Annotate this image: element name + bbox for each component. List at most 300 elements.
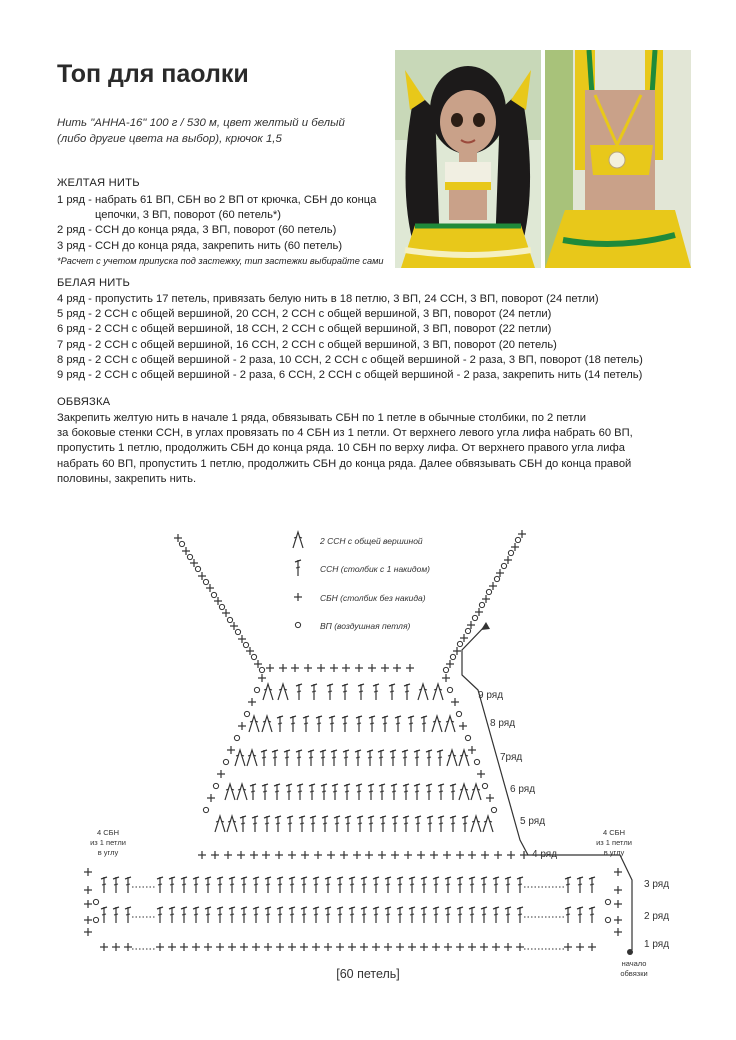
strap-stitch [479,602,484,607]
chain-symbol-icon [295,622,300,627]
stitch [397,877,403,893]
svg-text:из 1 петли: из 1 петли [596,838,632,847]
instruction-line: 9 ряд - 2 ССН с общей вершиной - 2 раза, 6 ССН, 2 ССН с общей вершиной - 2 раза, закрепить нить (14 петель) [57,369,643,382]
stitch [253,907,259,923]
stitch [492,943,500,951]
stitch [406,664,414,672]
stitch [421,716,427,732]
stitch [192,943,200,951]
strap-stitch [211,592,216,597]
row-label: 8 ряд [490,718,516,729]
edge-stitch [486,794,494,802]
stitch [253,877,259,893]
stitch [275,851,283,859]
edge-chain [93,899,98,904]
edge-stitch [474,759,479,764]
yellow-instructions [57,193,383,269]
stitch [227,816,237,832]
stitch [249,716,259,732]
stitch [397,907,403,923]
instruction-line: 6 ряд - 2 ССН с общей вершиной, 18 ССН, 2 ССН с общей вершиной, 3 ВП, поворот (22 петли) [57,323,552,336]
strap-stitch [504,556,512,564]
stitch [360,943,368,951]
page-title: Топ для паолки [57,60,249,88]
strap-stitch [465,628,470,633]
stitch [301,851,309,859]
row-label: 2 ряд [644,911,670,922]
stitch [408,943,416,951]
stitch [505,907,511,923]
instruction-line: 8 ряд - 2 ССН с общей вершиной - 2 раза, 10 ССН, 2 ССН с общей вершиной - 2 раза, 3 ВП, поворот (18 петель) [57,353,643,366]
stitch [311,684,317,700]
stitch [261,750,267,766]
stitch [300,943,308,951]
stitch [588,943,596,951]
edge-stitch [217,770,225,778]
stitch [125,907,131,923]
strap-stitch [219,604,224,609]
stitch [237,851,245,859]
stitch [303,716,309,732]
stitch [342,664,350,672]
stitch [414,750,420,766]
stitch [445,716,455,732]
stitch [252,816,258,832]
stitch [217,877,223,893]
svg-text:в углу: в углу [603,848,625,857]
stitch [215,816,225,832]
stitch [157,907,163,923]
edge-stitch [84,868,92,876]
stitch [264,816,270,832]
stitch [421,877,427,893]
stitch [426,784,432,800]
strap-stitch [501,563,506,568]
stitch [357,816,363,832]
stitch [112,943,120,951]
stitch [266,664,274,672]
stitch [356,716,362,732]
yarn-line: (либо другие цвета на выбор), крючок 1,5 [57,133,282,145]
stitch [349,877,355,893]
stitch [390,750,396,766]
stitch [217,907,223,923]
stitch [507,851,515,859]
stitch [265,877,271,893]
stitch [385,907,391,923]
stitch [289,877,295,893]
row-label: 6 ряд [510,784,536,795]
stitch [240,943,248,951]
stitch [313,907,319,923]
stitch [156,943,164,951]
stitch [443,851,451,859]
stitch [369,716,375,732]
instruction-line: 3 ряд - ССН до конца ряда, закрепить нить (60 петель) [57,239,343,252]
edge-stitch [203,807,208,812]
stitch [312,943,320,951]
strap-stitch [494,576,499,581]
start-dot [627,949,633,955]
strap-stitch [259,667,264,672]
stitch [505,877,511,893]
strap-stitch [203,579,208,584]
stitch [433,907,439,923]
stitch [457,907,463,923]
strap-stitch [222,609,230,617]
instruction-line: 4 ряд - пропустить 17 петель, привязать белую нить в 18 петлю, 3 ВП, 24 ССН, 3 ВП, поворот (24 петли) [57,293,599,305]
edge-stitch [451,698,459,706]
edge-stitch [227,746,235,754]
corner-note-right [596,828,632,857]
stitch [404,684,410,700]
svg-text:начало: начало [621,959,647,968]
row-label: 3 ряд [644,879,670,890]
strap-stitch [446,660,454,668]
stitch [225,784,235,800]
stitch [402,750,408,766]
stitch [262,851,270,859]
stitch [462,816,468,832]
stitch [289,907,295,923]
stitch [391,784,397,800]
instruction-line: Закрепить желтую нить в начале 1 ряда, обвязывать СБН по 1 петле в обычные столбики, по 2 петли [57,412,586,424]
edge-stitch [254,687,259,692]
stitch [327,684,333,700]
stitch [368,664,376,672]
edge-stitch [614,916,622,924]
section-heading-edging: ОБВЯЗКА [57,396,111,408]
stitch [372,943,380,951]
stitch [169,877,175,893]
strap-stitch [450,654,455,659]
stitch [101,877,107,893]
row-label: 4 ряд [532,849,558,860]
stitch [445,877,451,893]
stitch [367,750,373,766]
stitch [380,816,386,832]
edge-chain [93,917,98,922]
instruction-line: половины, закрепить нить. [57,472,197,485]
stitch [288,851,296,859]
edge-stitch [442,674,450,682]
stitch [325,877,331,893]
stitch [373,877,379,893]
stitch [404,851,412,859]
stitch [299,816,305,832]
stitch [373,684,379,700]
doll-photo-back [545,50,691,268]
stitch [421,907,427,923]
stitch [353,851,361,859]
doll-photo-front [395,50,541,268]
stitch [517,877,523,893]
stitch [327,851,335,859]
white-instructions [57,292,643,383]
stitch [493,907,499,923]
stitch [565,877,571,893]
stitch [297,784,303,800]
stitch [252,943,260,951]
stitch [204,943,212,951]
stitch [348,943,356,951]
stitch [274,784,280,800]
stitch [432,716,442,732]
stitch [240,816,246,832]
stitch [340,851,348,859]
stitch [403,816,409,832]
svg-text:в углу: в углу [97,848,119,857]
stitch [276,943,284,951]
instruction-line: 5 ряд - 2 ССН с общей вершиной, 20 ССН, 2 ССН с общей вершиной, 3 ВП, поворот (24 петли) [57,308,552,321]
stitch [378,750,384,766]
edge-stitch [84,928,92,936]
edge-stitch [491,807,496,812]
stitch [301,877,307,893]
strap-stitch [190,559,198,567]
stitch [216,943,224,951]
dc-symbol-icon [295,560,301,576]
instruction-line: цепочки, 3 ВП, поворот (60 петель*) [95,209,281,222]
stitch [481,907,487,923]
stitch [320,750,326,766]
stitch [265,907,271,923]
stitch [180,943,188,951]
stitch [447,750,457,766]
strap-stitch [475,608,483,616]
stitch [450,816,456,832]
stitch [329,716,335,732]
stitch [358,684,364,700]
edge-stitch [614,900,622,908]
stitch [414,784,420,800]
start-note [620,959,647,978]
strap-stitch [235,629,240,634]
strap-stitch [460,634,468,642]
strap-stitch [187,554,192,559]
stitch [317,664,325,672]
stitch [288,943,296,951]
strap-stitch [486,589,491,594]
stitch [432,943,440,951]
strap-stitch [198,572,206,580]
stitch [247,750,257,766]
stitch [250,851,258,859]
stitch [278,684,288,700]
stitch [468,851,476,859]
stitch [577,907,583,923]
stitch [272,750,278,766]
stitch [396,943,404,951]
stitch [330,664,338,672]
stitch [235,750,245,766]
stitch [345,816,351,832]
stitch [576,943,584,951]
stitch [382,716,388,732]
stitch [392,816,398,832]
svg-text:4 СБН: 4 СБН [602,828,626,837]
row-label: 1 ряд [644,939,670,950]
section-heading-white: БЕЛАЯ НИТЬ [57,277,131,289]
stitch [368,784,374,800]
stitch [438,816,444,832]
stitch [493,877,499,893]
stitch [385,877,391,893]
stitch [459,784,469,800]
strap-stitch [246,647,254,655]
stitch [205,907,211,923]
stitch [450,784,456,800]
strap-stitch [472,615,477,620]
strap-stitch [243,642,248,647]
stitch [427,816,433,832]
arrow-head [481,622,490,630]
edge-stitch [213,783,218,788]
instruction-line: набрать 60 ВП, пропустить 1 петлю, продолжить СБН до конца ряда. Далее обвязывать СБН до конца правой [57,457,632,470]
stitch [355,750,361,766]
stitch-count-label: [60 петель] [336,967,400,981]
stitch [337,907,343,923]
stitch [368,816,374,832]
stitch [433,877,439,893]
stitch [589,877,595,893]
stitch [241,877,247,893]
row-labels [478,690,669,950]
stitch [471,784,481,800]
stitch [310,816,316,832]
stitch [275,816,281,832]
edge-chain [605,899,610,904]
stitch [379,784,385,800]
svg-text:4 СБН: 4 СБН [96,828,120,837]
stitch [426,750,432,766]
stitch [356,784,362,800]
edge-stitch [234,735,239,740]
row-label: 9 ряд [478,690,504,701]
stitch [516,943,524,951]
stitch [381,664,389,672]
stitch [365,851,373,859]
strap-stitch [515,537,520,542]
crochet-chart [0,500,736,1040]
strap-stitch [467,621,475,629]
stitch [322,816,328,832]
stitch [168,943,176,951]
stitch [342,716,348,732]
strap-stitch [174,534,182,542]
stitch [332,784,338,800]
stitch [324,943,332,951]
strap-stitch [489,582,497,590]
strap-stitch [511,543,519,551]
stitch [384,943,392,951]
stitch [263,684,273,700]
stitch [564,943,572,951]
instruction-line: пропустить 1 петлю, продолжить СБН до конца ряда. 10 СБН по верху лифа. От верхнего правого угла лифа [57,442,625,455]
legend-label: ССН (столбик с 1 накидом) [320,564,430,574]
stitch [361,907,367,923]
stitch [308,750,314,766]
stitch [409,877,415,893]
strap-stitch [214,597,222,605]
strap-stitch [518,530,526,538]
edge-stitch [447,687,452,692]
instruction-line: 1 ряд - набрать 61 ВП, СБН во 2 ВП от крючка, СБН до конца [57,194,377,206]
stitch [301,907,307,923]
stitch [241,907,247,923]
stitch [286,784,292,800]
stitch [457,877,463,893]
instruction-line: 7 ряд - 2 ССН с общей вершиной, 16 ССН, 2 ССН с общей вершиной, 3 ВП, поворот (20 петель) [57,338,557,351]
strap-stitch [230,622,238,630]
stitch [480,943,488,951]
stitch [181,877,187,893]
stitch [157,877,163,893]
stitch [469,907,475,923]
stitch [393,664,401,672]
row-label: 7ряд [500,752,523,763]
stitch [409,907,415,923]
edge-stitch [258,674,266,682]
stitch [229,877,235,893]
edge-stitch [248,698,256,706]
legend-label: СБН (столбик без накида) [320,593,426,603]
stitch [237,784,247,800]
stitch [437,750,443,766]
stitch [459,750,469,766]
legend-label: 2 ССН с общей вершиной [320,536,423,546]
stitch [262,716,272,732]
stitch [433,684,443,700]
chart-legend [293,532,430,631]
stitch [321,784,327,800]
stitch [430,851,438,859]
stitch [198,851,206,859]
stitch [264,943,272,951]
stitch [101,907,107,923]
stitch [395,716,401,732]
strap-stitch [457,641,462,646]
stitch [290,716,296,732]
stitch [349,907,355,923]
strap-stitch [496,569,504,577]
stitch [468,943,476,951]
stitch [284,750,290,766]
stitch [314,851,322,859]
stitch [296,684,302,700]
stitch [471,816,481,832]
svg-text:из 1 петли: из 1 петли [90,838,126,847]
strap-stitch [453,647,461,655]
strap-stitch [238,635,246,643]
stitch [205,877,211,893]
strap-stitch [182,547,190,555]
edge-stitch [84,900,92,908]
stitch [316,716,322,732]
stitch [113,907,119,923]
instruction-line: за боковые стенки ССН, в углах провязать по 4 СБН из 1 петли. От верхнего левого угла лифа набрать 60 ВП, [57,427,633,440]
row-label: 5 ряд [520,816,546,827]
stitch [344,784,350,800]
stitch [277,877,283,893]
stitch [250,784,256,800]
edge-stitch [468,746,476,754]
stitch [517,907,523,923]
edging-instructions [57,411,677,487]
stitch [483,816,493,832]
edge-stitch [465,735,470,740]
stitch [279,664,287,672]
